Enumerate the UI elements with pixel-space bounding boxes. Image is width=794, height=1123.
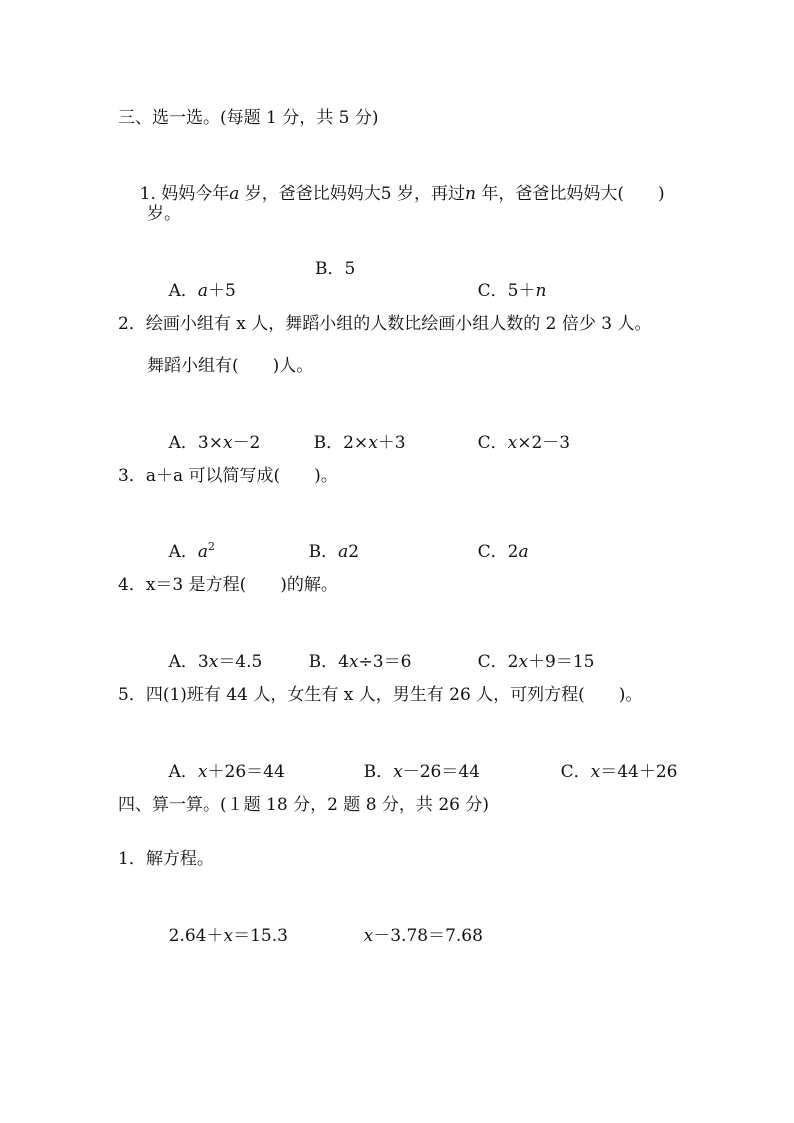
- equation-2-var: x: [363, 926, 374, 946]
- q3-option-b-var: a: [338, 542, 349, 562]
- q4-option-a-rest: ＝4.5: [218, 652, 263, 672]
- q2-option-a-label: A．3×: [168, 433, 223, 453]
- q3-option-b-rest: 2: [348, 542, 360, 562]
- question-5: 5．四(1)班有 44 人，女生有 x 人，男生有 26 人，可列方程( )。: [118, 685, 643, 705]
- q1-text-part1: 妈妈今年: [155, 184, 230, 204]
- q4-option-a-var: x: [208, 652, 219, 672]
- q2-option-a-var: x: [222, 433, 233, 453]
- q4-option-b-label: B．4: [308, 652, 349, 672]
- question-3: 3．a＋a 可以简写成( )。: [118, 466, 338, 486]
- q1-text-part2: 岁，爸爸比妈妈大5 岁，再过: [239, 184, 466, 204]
- q1-variable-n: n: [465, 184, 476, 204]
- q5-option-c-var: x: [590, 762, 601, 782]
- equation-2: [342, 903, 483, 969]
- q4-option-c-label: C．2: [477, 652, 519, 672]
- q1-option-c-var: n: [535, 281, 547, 301]
- q4-option-c-rest: ＋9＝15: [528, 652, 595, 672]
- q2-option-c-var: x: [507, 433, 518, 453]
- equation-1: [147, 903, 288, 969]
- q1-option-a-label: A．: [168, 281, 198, 301]
- q1-line-2: 岁。: [147, 204, 181, 224]
- q5-option-b-label: B．: [363, 762, 394, 782]
- q1-variable-a: a: [229, 184, 240, 204]
- question-1: [118, 161, 665, 227]
- equation-1-right: ＝15.3: [233, 926, 288, 946]
- q4-option-b-var: x: [348, 652, 359, 672]
- q1-option-b[interactable]: B．5: [315, 259, 356, 279]
- q5-option-c-rest: ＝44＋26: [600, 762, 678, 782]
- q4-option-b-rest: ÷3＝6: [358, 652, 412, 672]
- q3-option-a-var: a: [197, 542, 209, 562]
- q5-option-a-rest: ＋26＝44: [207, 762, 285, 782]
- q1-option-a-rest: ＋5: [208, 281, 236, 301]
- equation-1-left: 2.64＋: [168, 926, 224, 946]
- q2-option-c-rest: ×2－3: [517, 433, 571, 453]
- q3-option-c-var: a: [518, 542, 529, 562]
- q3-option-a-exponent: 2: [208, 540, 216, 553]
- question-4: 4．x＝3 是方程( )的解。: [118, 575, 338, 595]
- q2-option-b-var: x: [368, 433, 378, 453]
- q1-number: 1.: [139, 184, 156, 204]
- q3-option-c[interactable]: [456, 519, 529, 585]
- q4-option-a-label: A．3: [168, 652, 209, 672]
- q5-option-c[interactable]: [539, 739, 678, 805]
- q5-option-a-var: x: [197, 762, 208, 782]
- section-4-heading: 四、算一算。(１题 18 分，2 题 8 分，共 26 分): [118, 795, 489, 815]
- q3-option-a-label: A．: [168, 542, 198, 562]
- q2-line-2: 舞蹈小组有( )人。: [147, 356, 314, 376]
- section-3-heading: 三、选一选。(每题 1 分，共 5 分): [118, 108, 379, 128]
- q1-text-part3: 年，爸爸比妈妈大( ): [475, 184, 665, 204]
- q2-option-a-rest: －2: [232, 433, 261, 453]
- question-2: 2．绘画小组有 x 人，舞蹈小组的人数比绘画小组人数的 2 倍少 3 人。: [118, 314, 652, 334]
- q3-option-b-label: B．: [308, 542, 339, 562]
- q5-option-a-label: A．: [168, 762, 198, 782]
- q1-option-a-var: a: [197, 281, 209, 301]
- q2-option-b-rest: ＋3: [377, 433, 406, 453]
- q5-option-b-rest: －26＝44: [402, 762, 480, 782]
- q3-option-c-label: C．2: [477, 542, 519, 562]
- q2-option-b-label: B．2×: [313, 433, 369, 453]
- section-4-question-1: 1．解方程。: [118, 849, 214, 869]
- equation-1-var: x: [223, 926, 234, 946]
- q4-option-c-var: x: [518, 652, 529, 672]
- q2-option-c-label: C．: [477, 433, 508, 453]
- q2-option-c[interactable]: [456, 410, 570, 476]
- equation-2-rest: －3.78＝7.68: [373, 926, 483, 946]
- q5-option-b-var: x: [393, 762, 403, 782]
- q5-option-c-label: C．: [560, 762, 591, 782]
- q1-option-c-label: C．5＋: [477, 281, 536, 301]
